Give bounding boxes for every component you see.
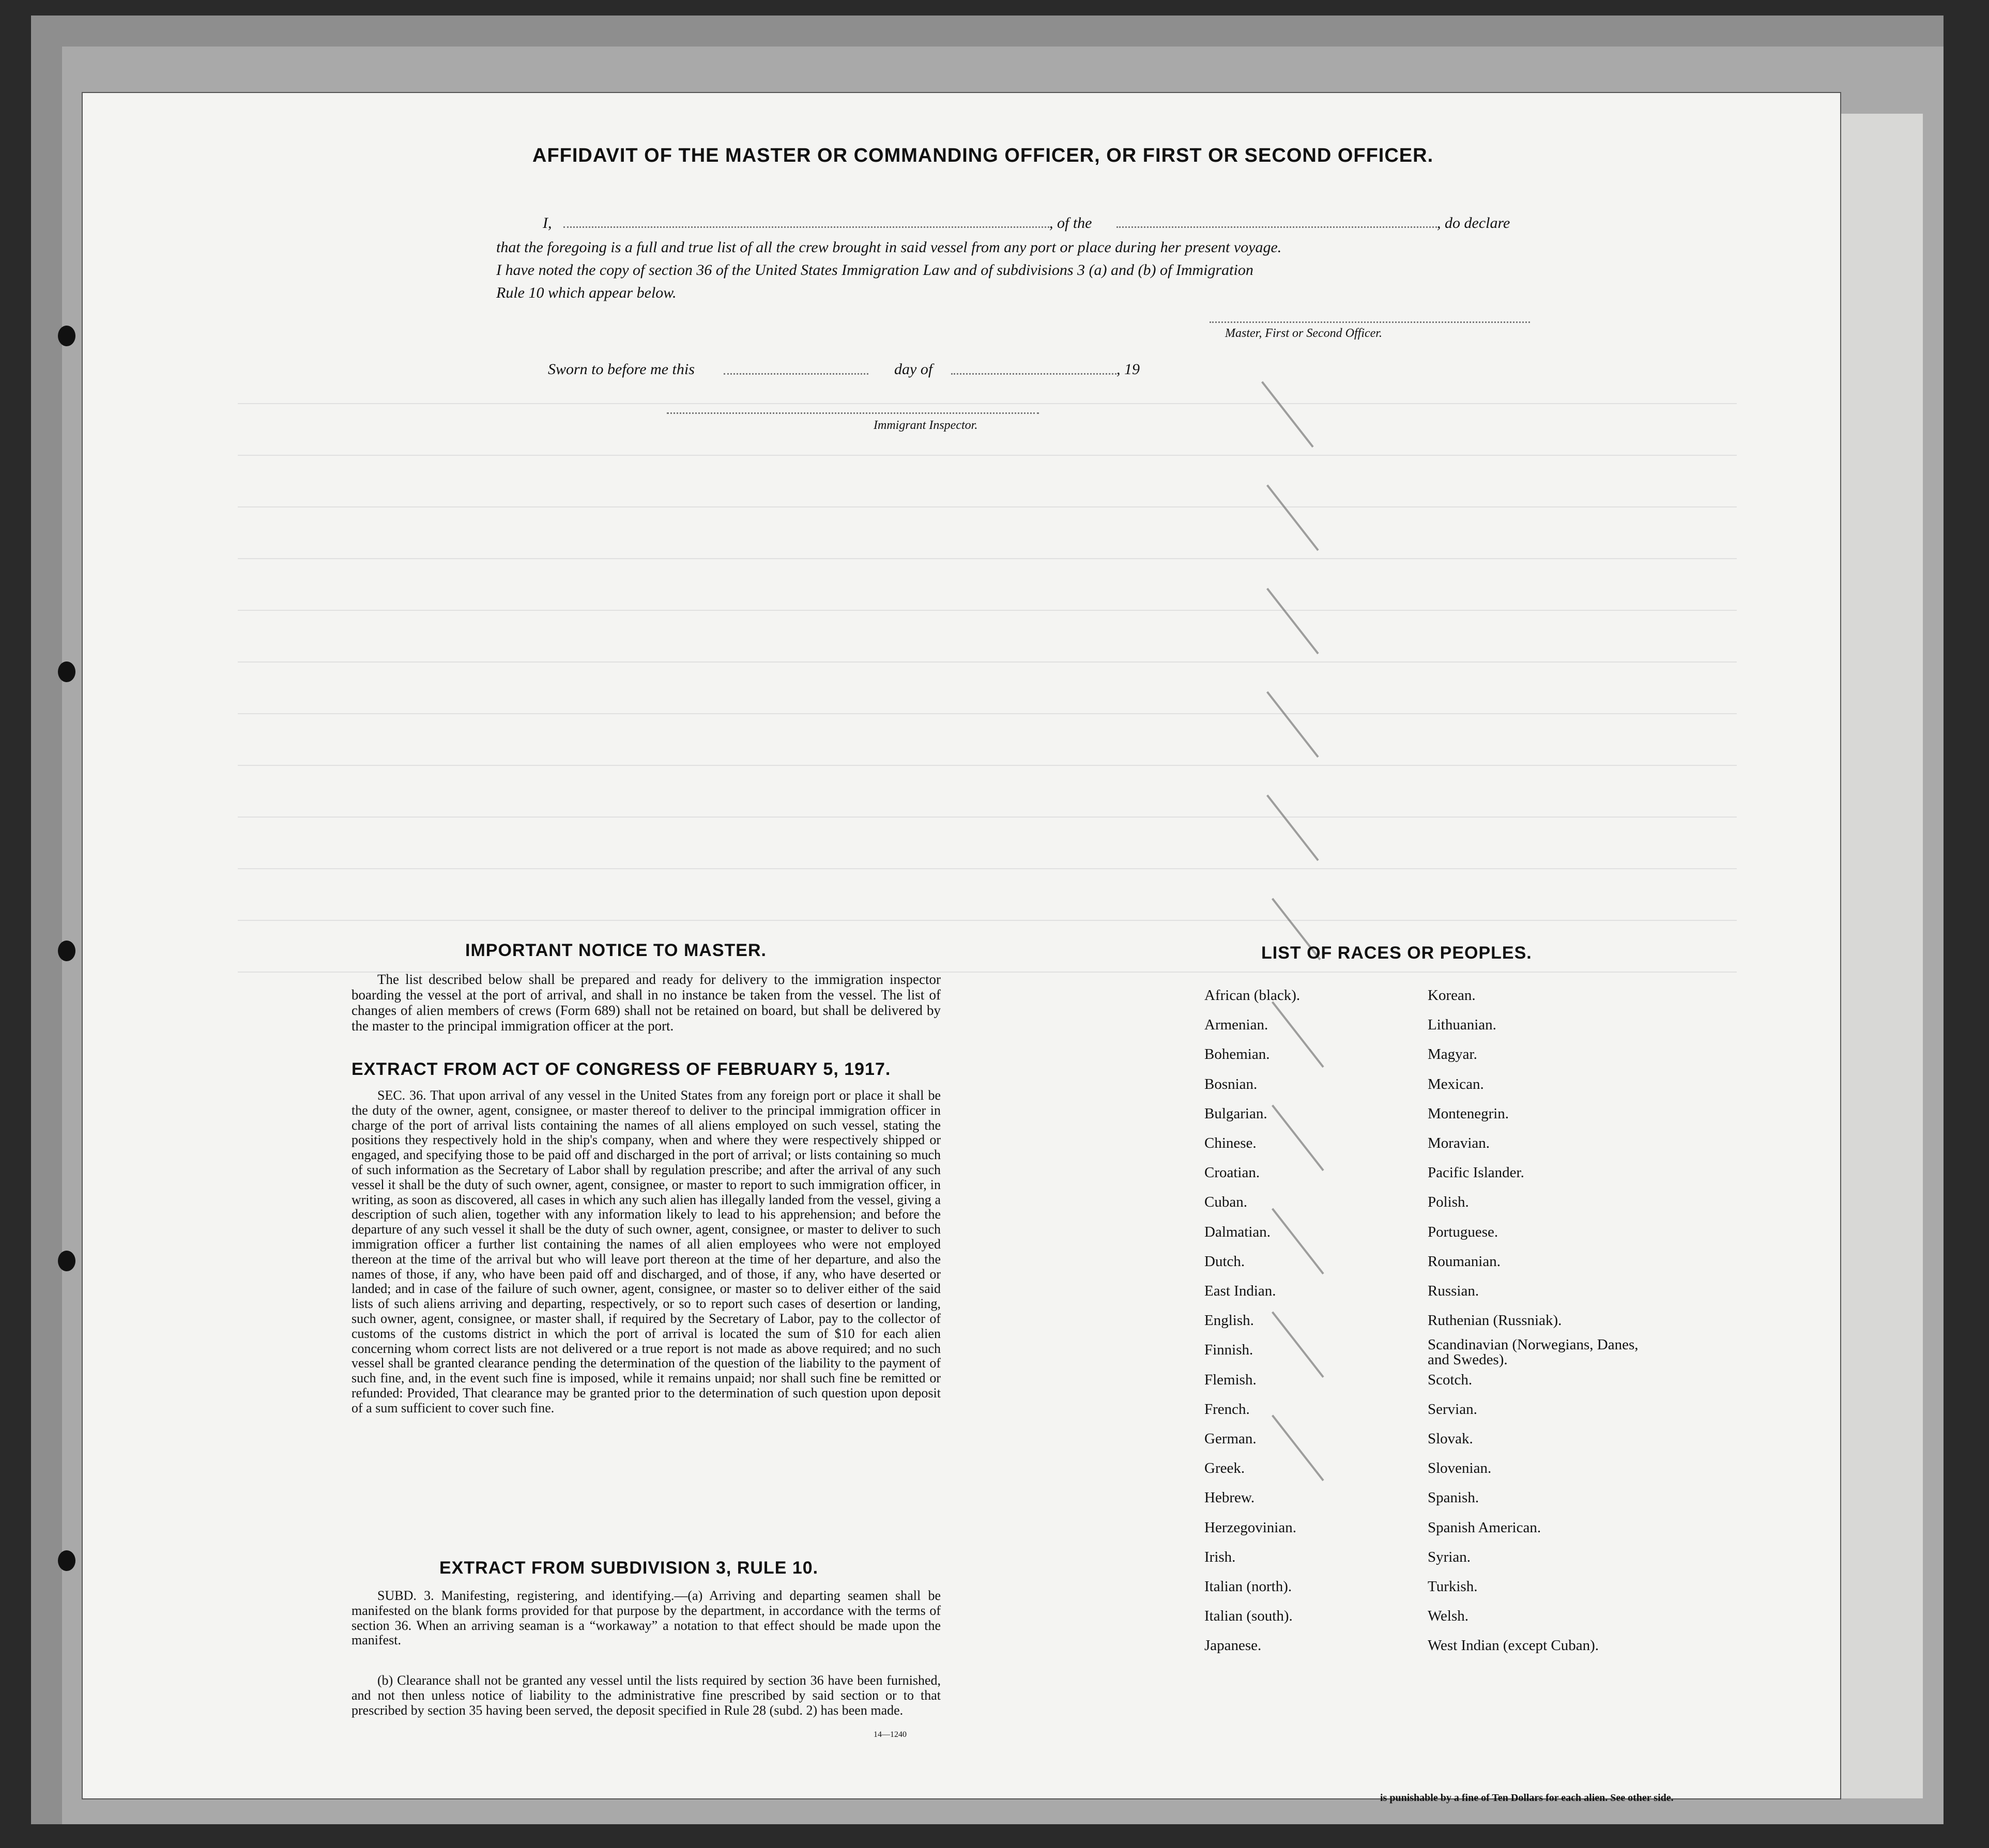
affidavit-of-the: , of the <box>1049 214 1092 232</box>
race-item: Croatian. <box>1204 1164 1260 1181</box>
pencil-tick <box>1261 381 1314 448</box>
race-item: Chinese. <box>1204 1135 1257 1151</box>
race-item: Scandinavian (Norwegians, Danes, and Swedes). <box>1428 1336 1639 1368</box>
notice-text: The list described below shall be prepared and ready for delivery to the immigration inspector boarding the vessel at the port of arrival, and shall in no instance be taken from the vessel. The list of changes of alien members of crews (Form 689) shall not be retained on board, but shall be delivered by the master to the principal immigration officer at the port. <box>351 972 941 1034</box>
sworn-month-blank <box>951 373 1116 375</box>
race-item: Italian (north). <box>1204 1578 1292 1595</box>
under-sheet-edge <box>1840 114 1923 1798</box>
bleed-through-line <box>238 506 1737 507</box>
act-extract-text: SEC. 36. That upon arrival of any vessel in the United States from any foreign port or place it shall be the duty of the owner, agent, consignee, or master thereof to deliver to the principal immigration officer in charge of the port of arrival lists containing the names of all aliens employed on such vessel, stating the positions they respectively hold in the ship's company, when and where they were respectively shipped or engaged, and specifying those to be paid off and discharged in the port of arrival; or lists containing so much of such information as the Secretary of Labor shall by regulation prescribe; and after the arrival of any such vessel it shall be the duty of such owner, agent, consignee, or master to report to such immigration officer, in writing, as soon as discovered, all cases in which any such alien has illegally landed from the vessel, giving a description of such alien, together with any information likely to lead to his apprehension; and before the departure of any such vessel it shall be the duty of such owner, agent, consignee, or master to deliver to such immigration officer a further list containing the names of all alien employees who were not employed thereon at the time of the arrival but who will leave port thereon at the time of her departure, and also the names of those, if any, who have been paid off and discharged, and of those, if any, who have deserted or landed; and in case of the failure of such owner, agent, consignee, or master so to deliver either of the said lists of such aliens arriving and departing, respectively, or so to report such cases of desertion or landing, such owner, agent, consignee, or master shall, if required by the Secretary of Labor, pay to the collector of customs of the customs district in which the port of arrival is located the sum of $10 for each alien concerning whom correct lists are not delivered or a true report is not made as above required; and no such vessel shall be granted clearance pending the determination of the question of the liability to the payment of such fine, and, in the event such fine is imposed, while it remains unpaid; nor shall such fine be remitted or refunded: Provided, That clearance may be granted prior to the determination of such question upon deposit of a sum sufficient to cover such fine. <box>351 1088 941 1415</box>
race-item: Spanish. <box>1428 1489 1479 1506</box>
pencil-tick <box>1266 485 1319 551</box>
race-item: Spanish American. <box>1428 1519 1541 1536</box>
bleed-through-line <box>238 455 1737 456</box>
master-label: Master, First or Second Officer. <box>1225 327 1382 340</box>
pencil-tick <box>1266 588 1319 655</box>
affidavit-do-declare: , do declare <box>1437 214 1510 232</box>
master-signature-blank <box>1210 321 1530 323</box>
pencil-tick <box>1266 691 1319 758</box>
race-item: Italian (south). <box>1204 1608 1293 1625</box>
race-item: Irish. <box>1204 1548 1236 1565</box>
bleed-through-line <box>238 558 1737 559</box>
inspector-signature-blank <box>667 412 1039 414</box>
race-item: East Indian. <box>1204 1283 1276 1299</box>
race-item: French. <box>1204 1400 1250 1418</box>
race-item: Syrian. <box>1428 1548 1471 1565</box>
notice-title: IMPORTANT NOTICE TO MASTER. <box>465 941 767 960</box>
affidavit-i: I, <box>543 214 552 232</box>
pencil-tick <box>1272 1415 1324 1482</box>
name-blank <box>563 226 1049 228</box>
rule-extract-text-a: SUBD. 3. Manifesting, registering, and identifying.—(a) Arriving and departing seamen shall be manifested on the blank forms provided for that purpose by the department, in accordance with the terms of section 36. When an arriving seaman is a “workaway” a notation to that effect should be made upon the manifest. <box>351 1588 941 1648</box>
race-item: Finnish. <box>1204 1342 1253 1359</box>
bleed-through-line <box>238 403 1737 404</box>
bleed-through-line <box>238 661 1737 663</box>
race-item: German. <box>1204 1430 1257 1447</box>
race-item: Japanese. <box>1204 1637 1262 1654</box>
punch-hole <box>58 1550 75 1571</box>
affidavit-line-4: Rule 10 which appear below. <box>496 284 677 301</box>
bleed-through-line <box>238 713 1737 714</box>
race-item: Scotch. <box>1428 1371 1473 1388</box>
punch-hole <box>58 326 75 346</box>
race-item: Dalmatian. <box>1204 1223 1271 1240</box>
race-item: Moravian. <box>1428 1135 1490 1151</box>
footer-fragment: is punishable by a fine of Ten Dollars for each alien. See other side. <box>1380 1792 1674 1804</box>
race-item: Slovak. <box>1428 1430 1473 1447</box>
pencil-tick <box>1272 1105 1324 1172</box>
sworn-day-blank <box>724 373 868 375</box>
race-item: Greek. <box>1204 1460 1245 1477</box>
race-item: English. <box>1204 1312 1254 1329</box>
race-item: Mexican. <box>1428 1075 1484 1092</box>
race-item: Roumanian. <box>1428 1253 1501 1270</box>
race-item: Bohemian. <box>1204 1046 1270 1063</box>
pencil-tick <box>1272 1312 1324 1378</box>
rule-extract-text-b: (b) Clearance shall not be granted any vessel until the lists required by section 36 have been furnished, and not then unless notice of liability to the administrative fine prescribed by said section or to that prescribed by section 35 having been served, the deposit specified in Rule 28 (subd. 2) has been made. <box>351 1673 941 1718</box>
bleed-through-line <box>238 765 1737 766</box>
inspector-label: Immigrant Inspector. <box>874 419 978 432</box>
race-item: African (black). <box>1204 987 1300 1004</box>
race-item: Slovenian. <box>1428 1460 1492 1477</box>
race-item: Magyar. <box>1428 1046 1477 1063</box>
bleed-through-line <box>238 868 1737 869</box>
race-item: Bosnian. <box>1204 1075 1258 1092</box>
sworn-label: Sworn to before me this <box>548 361 695 378</box>
race-item: Polish. <box>1428 1194 1469 1211</box>
punch-hole <box>58 661 75 682</box>
punch-hole <box>58 1251 75 1271</box>
form-number: 14—1240 <box>874 1730 907 1739</box>
race-item: Herzegovinian. <box>1204 1519 1296 1536</box>
race-item: Korean. <box>1428 987 1476 1004</box>
act-extract-title: EXTRACT FROM ACT OF CONGRESS OF FEBRUARY 5, 1917. <box>351 1059 891 1079</box>
race-item: Ruthenian (Russniak). <box>1428 1312 1562 1329</box>
punch-hole <box>58 941 75 961</box>
affidavit-title: AFFIDAVIT OF THE MASTER OR COMMANDING OFFICER, OR FIRST OR SECOND OFFICER. <box>532 145 1434 166</box>
race-item: Servian. <box>1428 1400 1477 1418</box>
race-item: Cuban. <box>1204 1194 1247 1211</box>
affidavit-line-3: I have noted the copy of section 36 of the United States Immigration Law and of subdivisions 3 (a) and (b) of Immigration <box>496 261 1253 279</box>
race-item: Hebrew. <box>1204 1489 1255 1506</box>
vessel-blank <box>1116 226 1437 228</box>
bleed-through-line <box>238 920 1737 921</box>
document-page <box>83 93 1840 1804</box>
day-of-label: day of <box>894 361 933 378</box>
race-item: Russian. <box>1428 1283 1479 1299</box>
race-item: Armenian. <box>1204 1017 1268 1034</box>
race-item: Welsh. <box>1428 1608 1469 1625</box>
pencil-tick <box>1272 1208 1324 1275</box>
race-item: Lithuanian. <box>1428 1017 1496 1034</box>
race-item: Dutch. <box>1204 1253 1245 1270</box>
pencil-tick <box>1266 795 1319 861</box>
race-item: Pacific Islander. <box>1428 1164 1524 1181</box>
pencil-tick <box>1272 1002 1324 1068</box>
race-item: Portuguese. <box>1428 1223 1498 1240</box>
race-item: Bulgarian. <box>1204 1105 1267 1122</box>
bleed-through-line <box>238 817 1737 818</box>
race-item: Flemish. <box>1204 1371 1257 1388</box>
rule-extract-title: EXTRACT FROM SUBDIVISION 3, RULE 10. <box>439 1558 819 1578</box>
affidavit-line-2: that the foregoing is a full and true list of all the crew brought in said vessel from any port or place during her present voyage. <box>496 239 1282 256</box>
race-item: Montenegrin. <box>1428 1105 1509 1122</box>
race-item: West Indian (except Cuban). <box>1428 1637 1599 1654</box>
races-title: LIST OF RACES OR PEOPLES. <box>1261 943 1532 963</box>
bleed-through-line <box>238 610 1737 611</box>
year-label: , 19 <box>1116 361 1140 378</box>
race-item: Turkish. <box>1428 1578 1478 1595</box>
